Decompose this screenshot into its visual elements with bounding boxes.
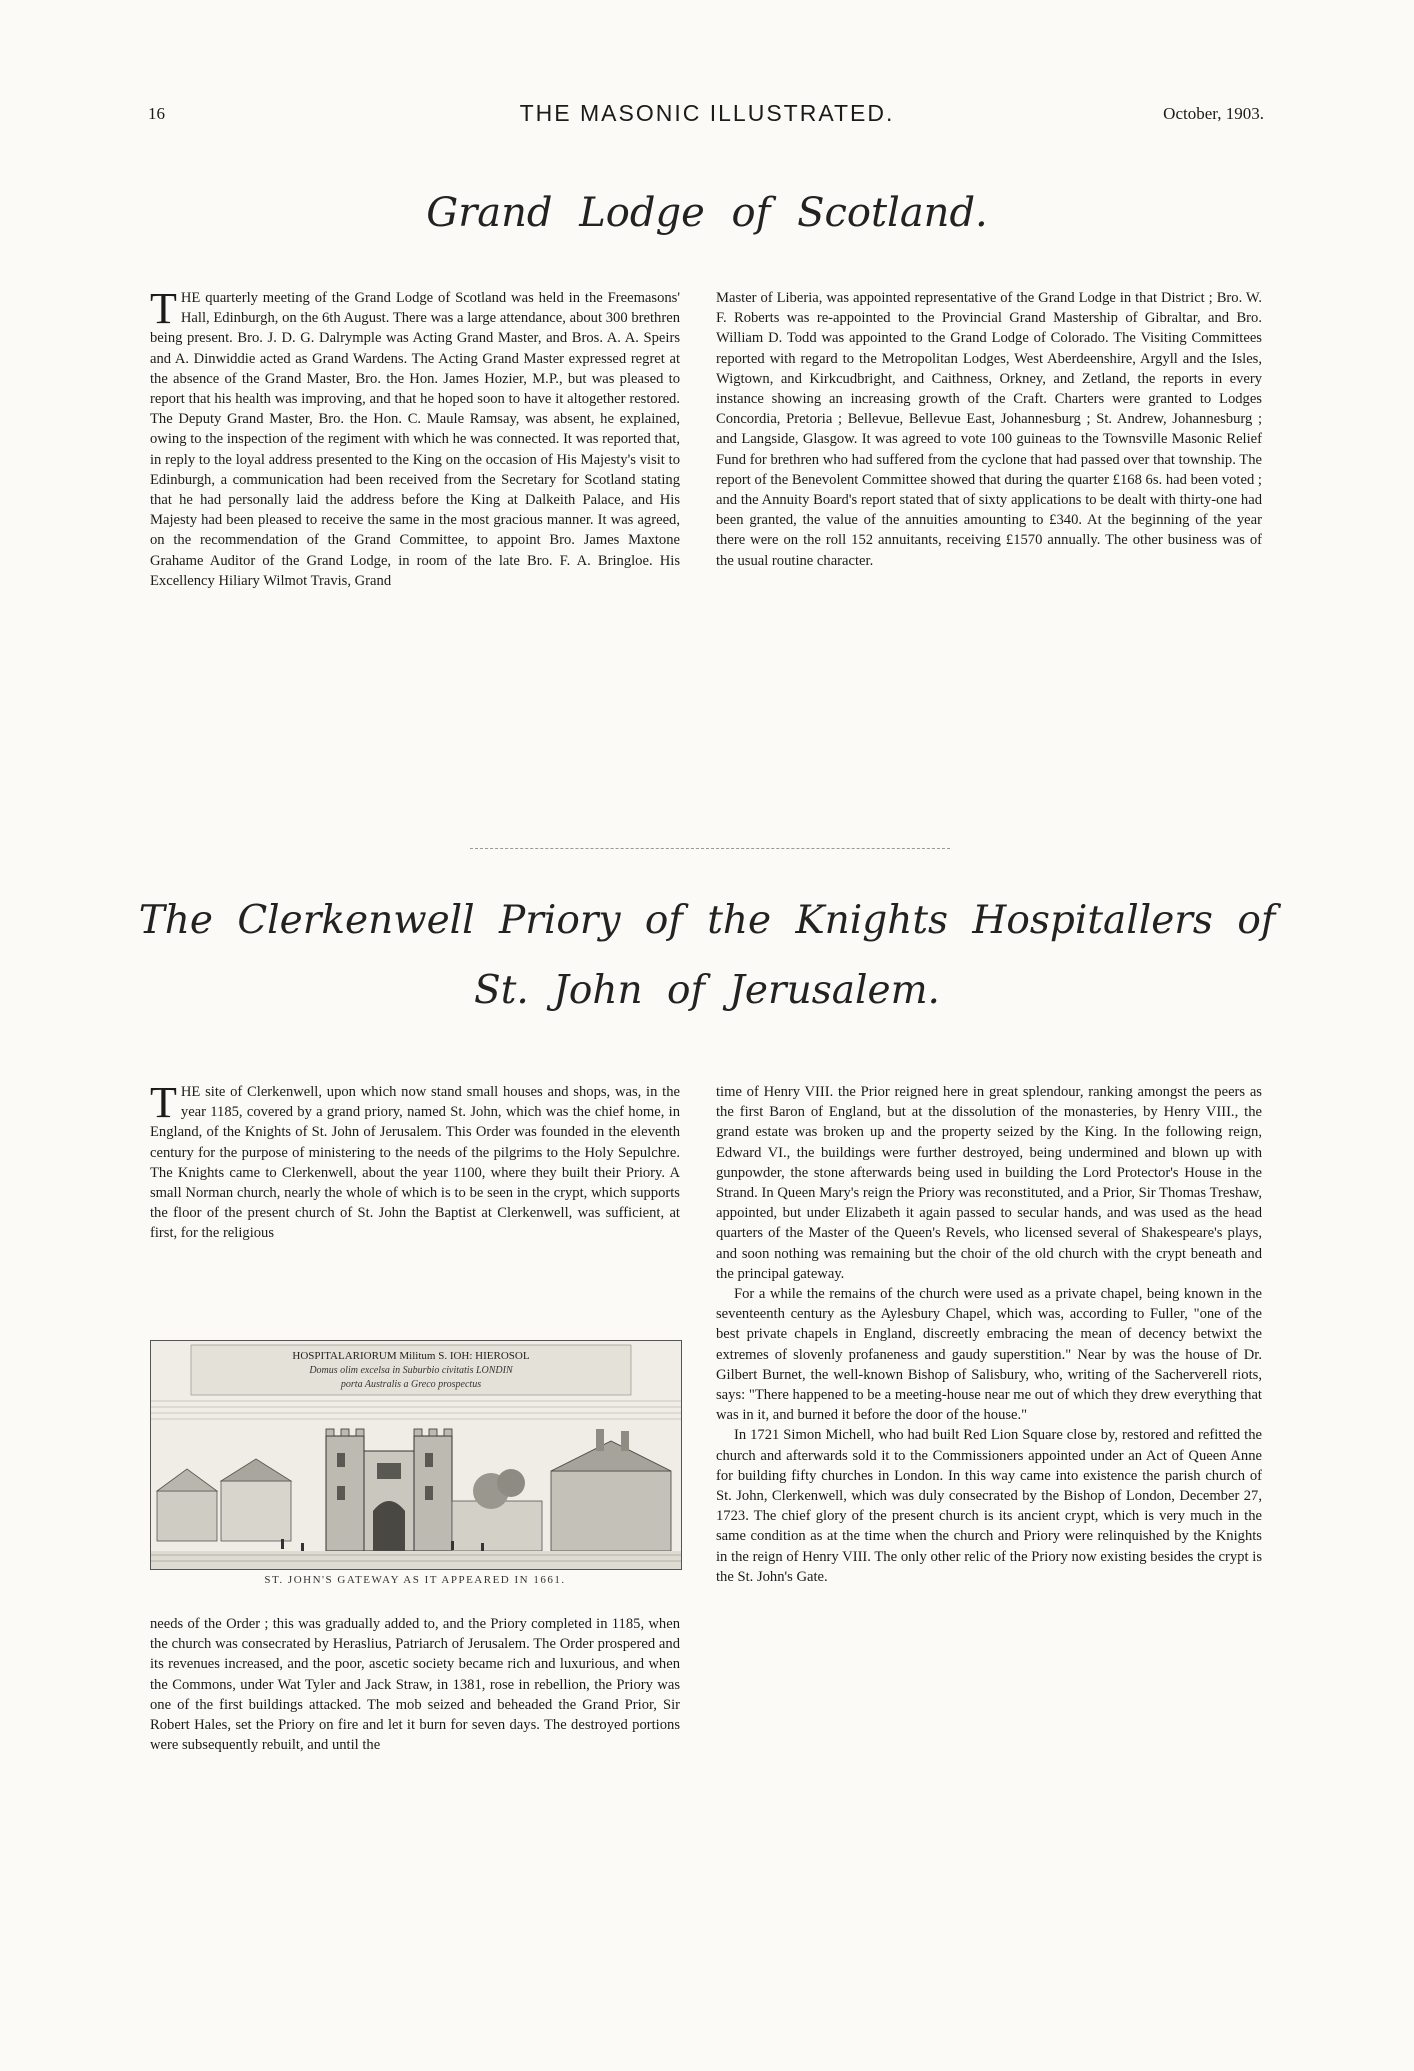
article2-column-1-bottom xyxy=(150,1614,680,1755)
running-header xyxy=(0,100,1414,130)
article2-paragraph-3: In 1721 Simon Michell, who had built Red Lion Square close by, restored and refitted the church and afterwards sold it to the Commissioners appointed under an Act of Queen Anne for building fifty churches in London. In this way came into existence the parish church of St. John, Clerkenwell, which was duly consecrated by the Bishop of London, December 27, 1723. The chief glory of the present church is its ancient crypt, which is very much in the same condition as at the time when the church and Priory were relinquished by the Knights in the reign of Henry VIII. The only other relic of the Priory now existing besides the crypt is the St. John's Gate. xyxy=(716,1427,1262,1585)
article-title-grand-lodge: Grand Lodge of Scotland. xyxy=(426,190,988,236)
figure-caption: ST. JOHN'S GATEWAY AS IT APPEARED IN 1661. xyxy=(264,1574,566,1586)
inscription-line-2: Domus olim excelsa in Suburbio civitatis LONDIN xyxy=(309,1365,513,1376)
article1-column-2 xyxy=(716,288,1262,571)
article1-text-1: HE quarterly meeting of the Grand Lodge of Scotland was held in the Freemasons' Hall, Edinburgh, on the 6th August. There was a large attendance, about 300 brethren being present. Bro. J. D. G. Dalrymple was Acting Grand Master, and Bros. A. A. Speirs and A. Dinwiddie acted as Grand Wardens. The Acting Grand Master expressed regret at the absence of the Grand Master, Bro. the Hon. James Hozier, M.P., but was pleased to report that his health was improving, and that he hoped soon to have it altogether restored. The Deputy Grand Master, Bro. the Hon. C. Maule Ramsay, was absent, he explained, owing to the inspection of the regiment with which he was connected. It was reported that, in reply to the loyal address presented to the King on the occasion of His Majesty's visit to Edinburgh, a communication had been received from the Secretary for Scotland stating that he had personally laid the address before the King at Dalkeith Palace, and His Majesty had been pleased to receive the same in the most gracious manner. It was agreed, on the recommendation of the Grand Committee, to appoint Bro. James Maxtone Grahame Auditor of the Grand Lodge, in room of the late Bro. F. A. Bringloe. His Excellency Hiliary Wilmot Travis, Grand xyxy=(150,290,680,589)
article2-text-1: HE site of Clerkenwell, upon which now stand small houses and shops, was, in the year 1185, covered by a grand priory, named St. John, which was the chief home, in England, of the Knights of St. John of Jerusalem. This Order was founded in the eleventh century for the purpose of ministering to the needs of the pilgrims to the Holy Sepulchre. The Knights came to Clerkenwell, about the year 1100, where they built their Priory. A small Norman church, nearly the whole of which is to be seen in the crypt, which supports the floor of the present church of St. John the Baptist at Clerkenwell, was sufficient, at first, for the religious xyxy=(150,1084,680,1242)
article2-column-1-top xyxy=(150,1078,680,1244)
article1-text-2: Master of Liberia, was appointed representative of the Grand Lodge in that District ; Bro. W. F. Roberts was re-appointed to the Provincial Grand Mastership of Gibraltar, and Bro. William D. Todd was appointed to the Grand Lodge of Colorado. The Visiting Committees reported with regard to the Metropolitan Lodges, West Aberdeenshire, Argyll and the Isles, Wigtown, and Kirkcudbright, and Caithness, Orkney, and Zetland, the reports in every instance showing an increasing growth of the Craft. Charters were granted to Lodges Concordia, Pretoria ; Bellevue, Bellevue East, Johannesburg ; St. Andrew, Johannesburg ; and Langside, Glasgow. It was agreed to vote 100 guineas to the Townsville Masonic Relief Fund for brethren who had suffered from the cyclone that had passed over that township. The report of the Benevolent Committee showed that during the quarter £168 6s. had been voted ; and the Annuity Board's report stated that of sixty applications to be dealt with thirty-one had been granted, the value of the annuities amounting to £340. At the beginning of the year there were on the roll 152 annuitants, receiving £1570 annually. The other business was of the usual routine character. xyxy=(716,290,1262,569)
page-number: 16 xyxy=(148,104,165,123)
issue-date: October, 1903. xyxy=(1163,104,1264,123)
article2-paragraph-1: time of Henry VIII. the Prior reigned here in great splendour, ranking amongst the peers as the first Baron of England, but at the dissolution of the monasteries, by Henry VIII., the grand estate was broken up and the property seized by the King. In the following reign, Edward VI., the buildings were further destroyed, being undermined and blown up with gunpowder, the stone afterwards being used in building the Lord Protector's House in the Strand. In Queen Mary's reign the Priory was reconstituted, and a Prior, Sir Thomas Treshaw, appointed, but under Elizabeth it again passed to secular hands, and was used as the head quarters of the Master of the Queen's Revels, who licensed several of Shakespeare's plays, and soon nothing was remaining but the choir of the old church with the crypt beneath and the principal gateway. xyxy=(716,1084,1262,1282)
article1-column-1 xyxy=(150,284,680,591)
gateway-illustration xyxy=(151,1341,681,1569)
article2-paragraph-2: For a while the remains of the church were used as a private chapel, being known in the seventeenth century as the Aylesbury Chapel, which was, according to Fuller, "one of the best private chapels in England, discreetly embracing the mean of decency betwixt the extremes of slovenly profaneness and gaudy superstition." Near by was the house of Dr. Gilbert Burnet, the well-known Bishop of Salisbury, who, writing of the Sacherverell riots, says: "There happened to be a meeting-house near me out of which they drew everything that was in it, and burned it before the door of the house." xyxy=(716,1286,1262,1424)
inscription-line-1: HOSPITALARIORUM Militum S. IOH: HIEROSOL xyxy=(292,1350,530,1362)
gateway-engraving xyxy=(150,1340,682,1570)
article2-text-1b: needs of the Order ; this was gradually added to, and the Priory completed in 1185, when the church was consecrated by Heraslius, Patriarch of Jerusalem. The Order prospered and its revenues increased, and the poor, ascetic society became rich and luxurious, and when the Commons, under Wat Tyler and Jack Straw, in 1381, rose in rebellion, the Priory was one of the first buildings attacked. The mob seized and beheaded the Grand Prior, Sir Robert Hales, set the Priory on fire and let it burn for seven days. The destroyed portions were subsequently rebuilt, and until the xyxy=(150,1616,680,1754)
article-title-line-1: The Clerkenwell Priory of the Knights Hospitallers of xyxy=(138,898,1276,943)
article-title-line-2: St. John of Jerusalem. xyxy=(474,968,940,1013)
drop-cap: T xyxy=(150,1078,177,1127)
inscription-line-3: porta Australis a Greco prospectus xyxy=(340,1379,482,1390)
drop-cap: T xyxy=(150,284,177,333)
section-divider xyxy=(470,848,950,849)
publication-title: THE MASONIC ILLUSTRATED. xyxy=(519,100,895,126)
article2-column-2 xyxy=(716,1082,1262,1587)
